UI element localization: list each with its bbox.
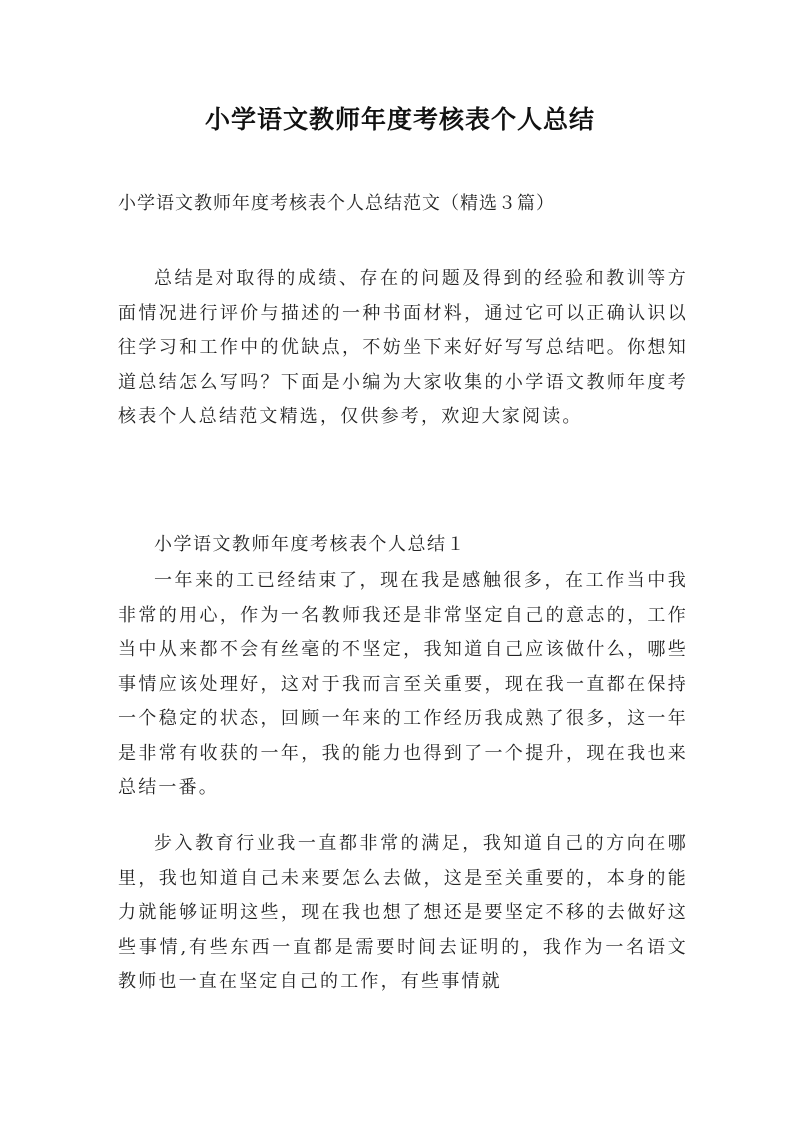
section-heading: 小学语文教师年度考核表个人总结１ <box>154 534 466 555</box>
intro-paragraph: 总结是对取得的成绩、存在的问题及得到的经验和教训等方面情况进行评价与描述的一种书面材料，通过它可以正确认识以往学习和工作中的优缺点，不妨坐下来好好写写总结吧。你想知道总结怎么写吗？下面是小编为大家收集的小学语文教师年度考核表个人总结范文精选，仅供参考，欢迎大家阅读。 <box>118 268 688 427</box>
body-paragraph-1: 一年来的工已经结束了，现在我是感触很多，在工作当中我非常的用心，作为一名教师我还是非常坚定自己的意志的，工作当中从来都不会有丝毫的不坚定，我知道自己应该做什么，哪些事情应该处理好，这对于我而言至关重要，现在我一直都在保持一个稳定的状态，回顾一年来的工作经历我成熟了很多，这一年是非常有收获的一年，我的能力也得到了一个提升，现在我也来总结一番。 <box>118 570 688 798</box>
document-subtitle: 小学语文教师年度考核表个人总结范文（精选３篇） <box>118 193 555 214</box>
document-title: 小学语文教师年度考核表个人总结 <box>204 105 595 134</box>
body-paragraph-2: 步入教育行业我一直都非常的满足，我知道自己的方向在哪里，我也知道自己未来要怎么去做，这是至关重要的，本身的能力就能够证明这些，现在我也想了想还是要坚定不移的去做好这些事情,有些东西一直都是需要时间去证明的，我作为一名语文教师也一直在坚定自己的工作，有些事情就 <box>118 833 688 992</box>
